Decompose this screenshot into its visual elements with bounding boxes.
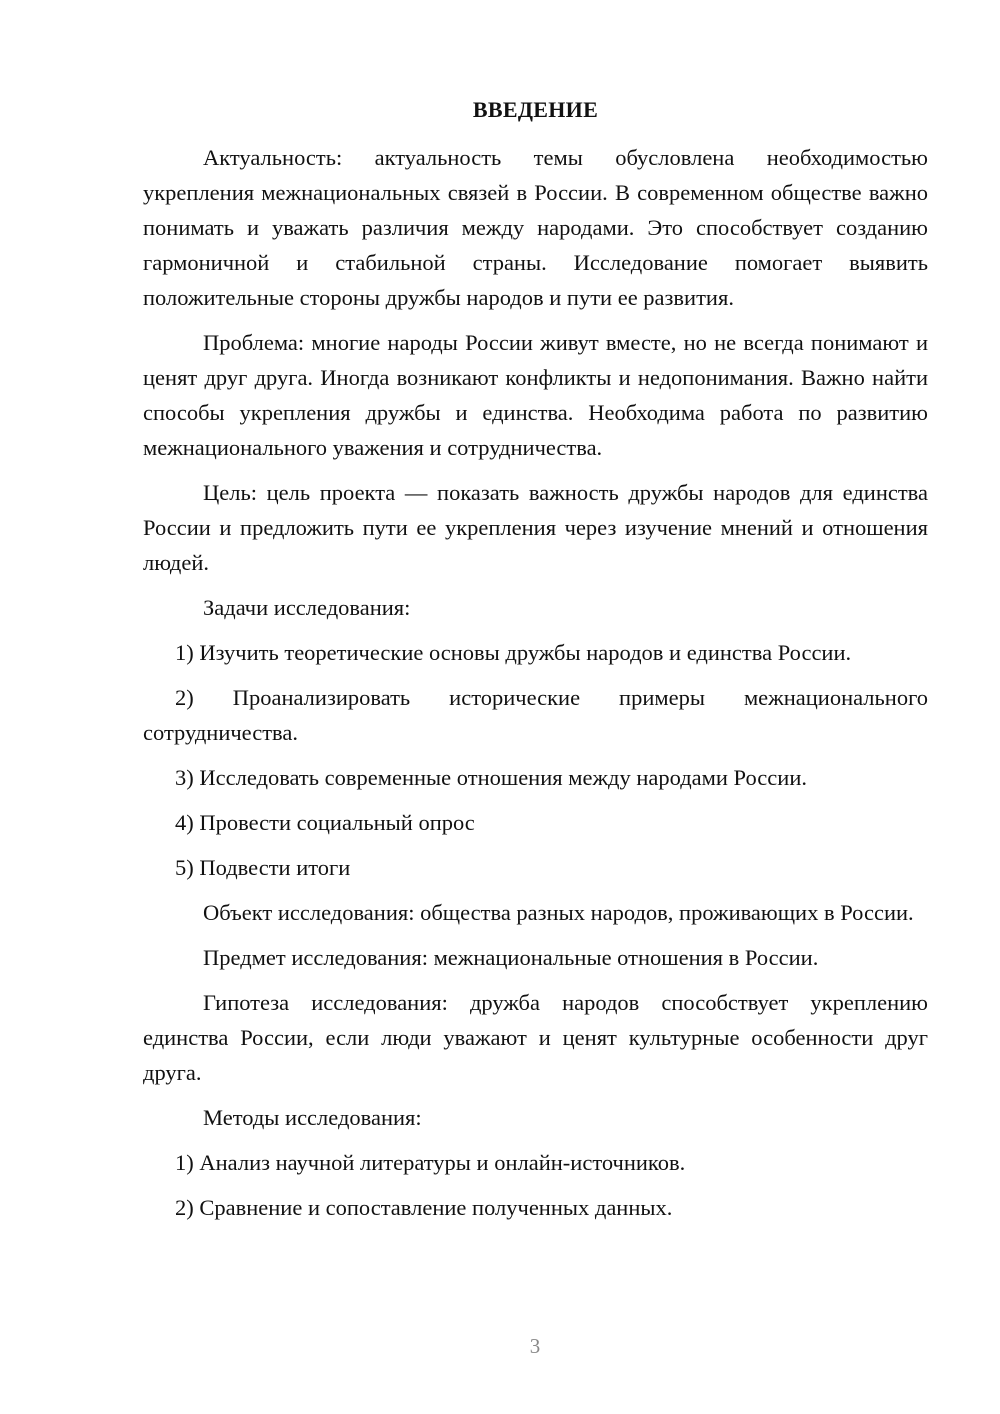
section-title: ВВЕДЕНИЕ [472, 97, 599, 122]
paragraph-problem: Проблема: многие народы России живут вместе, но не всегда понимают и ценят друг друга. Иногда возникают конфликты и недопонимания. Важно найти способы укрепления дружбы и единства. Необходима работа по развитию межнационального уважения и сотрудничества. [143, 330, 928, 460]
paragraph-object: Объект исследования: общества разных народов, проживающих в России. [203, 900, 914, 925]
paragraph-relevance: Актуальность: актуальность темы обусловлена необходимостью укрепления межнациональных связей в России. В современном обществе важно понимать и уважать различия между народами. Это способствует созданию гармоничной и стабильной страны. Исследование помогает выявить положительные стороны дружбы народов и пути ее развития. [143, 145, 928, 310]
page-number: 3 [529, 1334, 541, 1358]
paragraph-goal: Цель: цель проекта — показать важность дружбы народов для единства России и предложить пути ее укрепления через изучение мнений и отношения людей. [143, 480, 928, 575]
paragraph-tasks-heading: Задачи исследования: [203, 595, 411, 620]
document-body [143, 94, 928, 1235]
task-item-5: 5) Подвести итоги [175, 855, 351, 880]
paragraph-hypothesis: Гипотеза исследования: дружба народов способствует укреплению единства России, если люди уважают и ценят культурные особенности друг друга. [143, 990, 928, 1085]
method-item-2: 2) Сравнение и сопоставление полученных данных. [175, 1195, 673, 1220]
task-item-3: 3) Исследовать современные отношения между народами России. [175, 765, 807, 790]
paragraph-subject: Предмет исследования: межнациональные отношения в России. [203, 945, 819, 970]
paragraph-methods-heading: Методы исследования: [203, 1105, 422, 1130]
task-item-2: 2) Проанализировать исторические примеры межнационального сотрудничества. [143, 685, 928, 745]
method-item-1: 1) Анализ научной литературы и онлайн-источников. [175, 1150, 686, 1175]
task-item-1: 1) Изучить теоретические основы дружбы народов и единства России. [175, 640, 852, 665]
task-item-4: 4) Провести социальный опрос [175, 810, 475, 835]
